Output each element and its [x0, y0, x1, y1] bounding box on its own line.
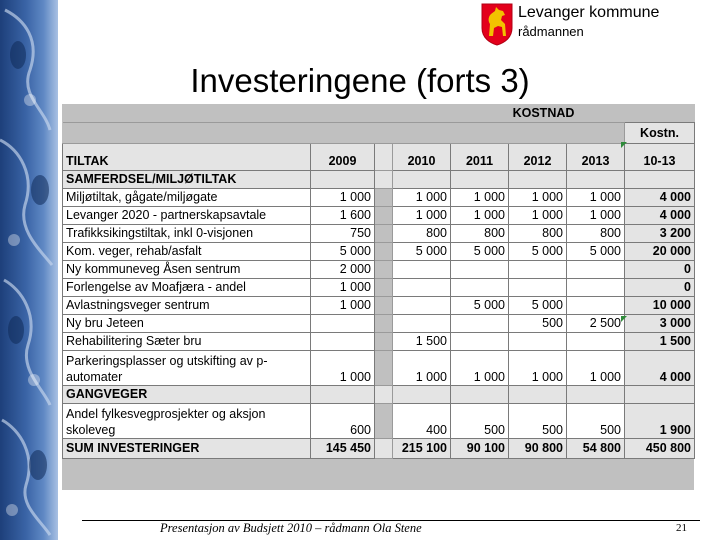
value-cell: [451, 315, 509, 333]
value-cell: 5 000: [567, 243, 625, 261]
row-label: Rehabilitering Sæter bru: [63, 333, 311, 351]
row-label: [63, 404, 311, 439]
value-cell: 1 000: [567, 207, 625, 225]
spacer-cell: [375, 386, 393, 404]
org-name: Levanger kommune: [518, 4, 660, 21]
value-cell: [451, 171, 509, 189]
table-row: [63, 279, 695, 297]
row-label: [63, 351, 311, 386]
value-cell: 1 000: [509, 207, 567, 225]
value-cell: 5 000: [451, 297, 509, 315]
spacer-cell: [375, 333, 393, 351]
value-cell: 800: [509, 225, 567, 243]
spacer-cell: [375, 171, 393, 189]
row-label: Kom. veger, rehab/asfalt: [63, 243, 311, 261]
table-row: [63, 225, 695, 243]
value-cell: 500: [509, 315, 567, 333]
row-label-line: automater: [66, 370, 123, 384]
table-row: [63, 404, 695, 439]
coat-of-arms-icon: [480, 2, 514, 46]
value-cell: 4 000: [625, 351, 695, 386]
page-number: 21: [676, 522, 687, 534]
column-header-2012: 2012: [509, 144, 567, 171]
value-cell: 1 000: [567, 351, 625, 386]
column-header-row: [63, 144, 695, 171]
value-cell: [393, 171, 451, 189]
value-cell: [509, 333, 567, 351]
value-cell: 0: [625, 279, 695, 297]
value-cell: 1 000: [451, 207, 509, 225]
spacer-cell: [375, 279, 393, 297]
row-label-line: Andel fylkesvegprosjekter og aksjon: [66, 407, 266, 421]
value-cell: 400: [393, 404, 451, 439]
org-header: [480, 2, 720, 50]
spacer-cell: [375, 439, 393, 459]
kostnad-header: KOSTNAD: [393, 104, 695, 123]
section-row: [63, 171, 695, 189]
value-cell: [625, 386, 695, 404]
value-cell: 800: [451, 225, 509, 243]
value-cell: 1 000: [311, 297, 375, 315]
value-cell: 800: [393, 225, 451, 243]
value-cell: 2 000: [311, 261, 375, 279]
value-cell: 800: [567, 225, 625, 243]
blank-cell: [63, 104, 393, 123]
value-cell: 1 000: [393, 207, 451, 225]
sum-value: 54 800: [567, 439, 625, 459]
row-label: Avlastningsveger sentrum: [63, 297, 311, 315]
value-cell: [567, 386, 625, 404]
column-header-2011: 2011: [451, 144, 509, 171]
table-row: [63, 297, 695, 315]
spacer-cell: [375, 261, 393, 279]
column-header-2013: 2013: [567, 144, 625, 171]
value-cell: 10 000: [625, 297, 695, 315]
column-header-tiltak: TILTAK: [63, 144, 311, 171]
footer-text: Presentasjon av Budsjett 2010 – rådmann Ola Stene: [160, 521, 422, 535]
table-row: [63, 189, 695, 207]
value-cell: 0: [625, 261, 695, 279]
slide-title: Investeringene (forts 3): [190, 62, 530, 99]
value-cell: 2 500: [567, 315, 625, 333]
spacer-cell: [375, 297, 393, 315]
value-cell: 750: [311, 225, 375, 243]
value-cell: [567, 297, 625, 315]
value-cell: 1 000: [509, 351, 567, 386]
section-label: SAMFERDSEL/MILJØTILTAK: [63, 171, 311, 189]
value-cell: [509, 279, 567, 297]
comment-marker-icon: [621, 316, 627, 322]
blank-cell: [63, 123, 625, 144]
table-row: [63, 333, 695, 351]
value-cell: 20 000: [625, 243, 695, 261]
value-cell: 5 000: [509, 297, 567, 315]
section-row: [63, 386, 695, 404]
value-cell: [393, 297, 451, 315]
value-cell: [567, 279, 625, 297]
value-cell: 1 500: [393, 333, 451, 351]
spacer-cell: [375, 189, 393, 207]
table-row: [63, 207, 695, 225]
table-row: [63, 243, 695, 261]
value-cell: [451, 261, 509, 279]
value-cell: [567, 261, 625, 279]
value-cell: [311, 315, 375, 333]
value-cell: [393, 261, 451, 279]
value-cell: [451, 279, 509, 297]
investment-table: [62, 104, 694, 490]
spacer-cell: [375, 404, 393, 439]
department-name: rådmannen: [518, 24, 584, 39]
value-cell: 1 000: [311, 279, 375, 297]
spacer-cell: [375, 225, 393, 243]
value-cell: 3 000: [625, 315, 695, 333]
value-cell: 1 000: [311, 189, 375, 207]
sum-value: 450 800: [625, 439, 695, 459]
row-label: Ny bru Jeteen: [63, 315, 311, 333]
column-header-2009: 2009: [311, 144, 375, 171]
value-cell: [567, 333, 625, 351]
sum-label: SUM INVESTERINGER: [63, 439, 311, 459]
value-cell: [451, 333, 509, 351]
column-header-10-13: 10-13: [625, 144, 695, 171]
value-cell: 600: [311, 404, 375, 439]
value-cell: 1 000: [393, 351, 451, 386]
value-cell: 1 000: [393, 189, 451, 207]
value-cell: [509, 386, 567, 404]
value-cell: 1 000: [567, 189, 625, 207]
row-label: Ny kommuneveg Åsen sentrum: [63, 261, 311, 279]
value-cell: 5 000: [451, 243, 509, 261]
value-cell: 500: [567, 404, 625, 439]
table-row: [63, 261, 695, 279]
value-cell: [311, 171, 375, 189]
value-cell: [509, 261, 567, 279]
sub-header-row: [63, 123, 695, 144]
value-cell: 5 000: [393, 243, 451, 261]
spacer-cell: [375, 144, 393, 171]
value-cell: 5 000: [509, 243, 567, 261]
column-header-2010: 2010: [393, 144, 451, 171]
group-header-row: [63, 104, 695, 123]
row-label: Miljøtiltak, gågate/miljøgate: [63, 189, 311, 207]
sum-row: [63, 439, 695, 459]
value-cell: 1 500: [625, 333, 695, 351]
value-cell: 500: [451, 404, 509, 439]
value-cell: 1 600: [311, 207, 375, 225]
value-cell: 1 000: [451, 351, 509, 386]
value-cell: 1 000: [451, 189, 509, 207]
value-cell: 1 900: [625, 404, 695, 439]
table-row: [63, 351, 695, 386]
value-cell: [625, 171, 695, 189]
value-cell: [509, 171, 567, 189]
sum-value: 145 450: [311, 439, 375, 459]
value-cell: [567, 171, 625, 189]
section-label: GANGVEGER: [63, 386, 311, 404]
sum-value: 90 800: [509, 439, 567, 459]
sum-value: 90 100: [451, 439, 509, 459]
value-cell: [311, 333, 375, 351]
spacer-cell: [375, 243, 393, 261]
row-label-line: skoleveg: [66, 423, 116, 437]
value-cell: [393, 315, 451, 333]
spacer-cell: [375, 351, 393, 386]
value-cell: 3 200: [625, 225, 695, 243]
row-label: Trafikksikingstiltak, inkl 0-visjonen: [63, 225, 311, 243]
row-label: Levanger 2020 - partnerskapsavtale: [63, 207, 311, 225]
value-cell: [451, 386, 509, 404]
value-cell: 500: [509, 404, 567, 439]
spacer-cell: [375, 207, 393, 225]
value-cell: [311, 386, 375, 404]
table-row: [63, 315, 695, 333]
value-cell: 4 000: [625, 207, 695, 225]
spacer-cell: [375, 315, 393, 333]
row-label-line: Parkeringsplasser og utskifting av p-: [66, 354, 268, 368]
sum-value: 215 100: [393, 439, 451, 459]
value-cell: [393, 279, 451, 297]
kostn-header: Kostn.: [625, 123, 695, 144]
comment-marker-icon: [621, 142, 627, 148]
value-cell: 1 000: [509, 189, 567, 207]
value-cell: 1 000: [311, 351, 375, 386]
row-label: Forlengelse av Moafjæra - andel: [63, 279, 311, 297]
value-cell: 5 000: [311, 243, 375, 261]
value-cell: 4 000: [625, 189, 695, 207]
investment-table-grid: [62, 104, 695, 459]
value-cell: [393, 386, 451, 404]
